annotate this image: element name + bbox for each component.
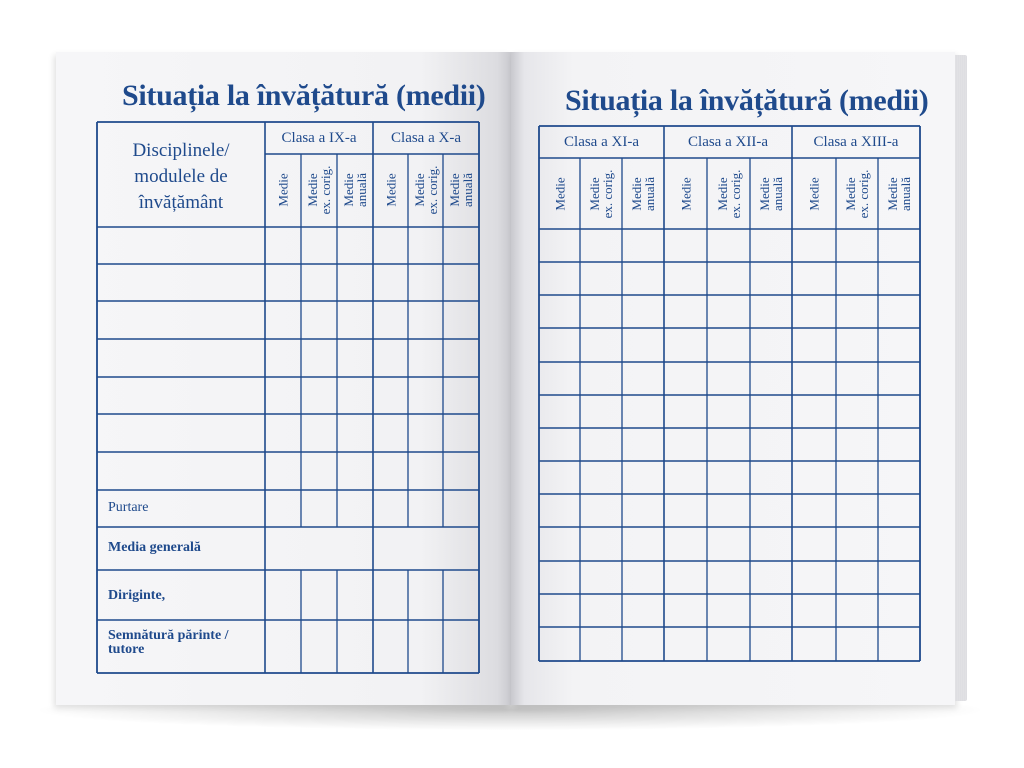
head-teacher-label: Diriginte, [108, 588, 166, 603]
general-average-label: Media generală [108, 540, 201, 555]
class-xi-header: Clasa a XI-a [564, 133, 639, 150]
medie-ex-corig-column-label: Medie ex. corig. [843, 169, 871, 219]
medie-column-label: Medie [678, 177, 693, 211]
medie-anuala-column-label: Medie anuală [757, 177, 785, 211]
class-xii-header: Clasa a XII-a [688, 133, 768, 150]
medie-ex-corig-column-label: Medie ex. corig. [411, 165, 440, 215]
class-ix-header: Clasa a IX-a [281, 129, 357, 146]
medie-column-label: Medie [275, 173, 291, 207]
medie-ex-corig-column-label: Medie ex. corig. [305, 165, 333, 215]
medie-column-label: Medie [383, 173, 398, 207]
medie-ex-corig-column-label: Medie ex. corig. [714, 169, 743, 219]
medie-anuala-column-label: Medie anuală [341, 173, 369, 207]
medie-anuala-column-label: Medie anuală [885, 177, 913, 211]
right-page-title: Situația la învățătură (medii) [565, 84, 929, 117]
medie-column-label: Medie [552, 177, 567, 211]
conduct-label: Purtare [108, 500, 149, 515]
class-xiii-header: Clasa a XIII-a [813, 133, 899, 150]
disciplines-header: Disciplinele/ modulele de învățământ [132, 140, 230, 213]
medie-anuala-column-label: Medie anuală [629, 177, 657, 211]
medie-anuala-column-label: Medie anuală [447, 173, 475, 207]
medie-column-label: Medie [806, 177, 822, 211]
parent-signature-label: Semnătură părinte / tutore [108, 628, 229, 657]
class-x-header: Clasa a X-a [391, 129, 461, 146]
medie-ex-corig-column-label: Medie ex. corig. [587, 169, 615, 219]
left-page-title: Situația la învățătură (medii) [122, 79, 486, 112]
